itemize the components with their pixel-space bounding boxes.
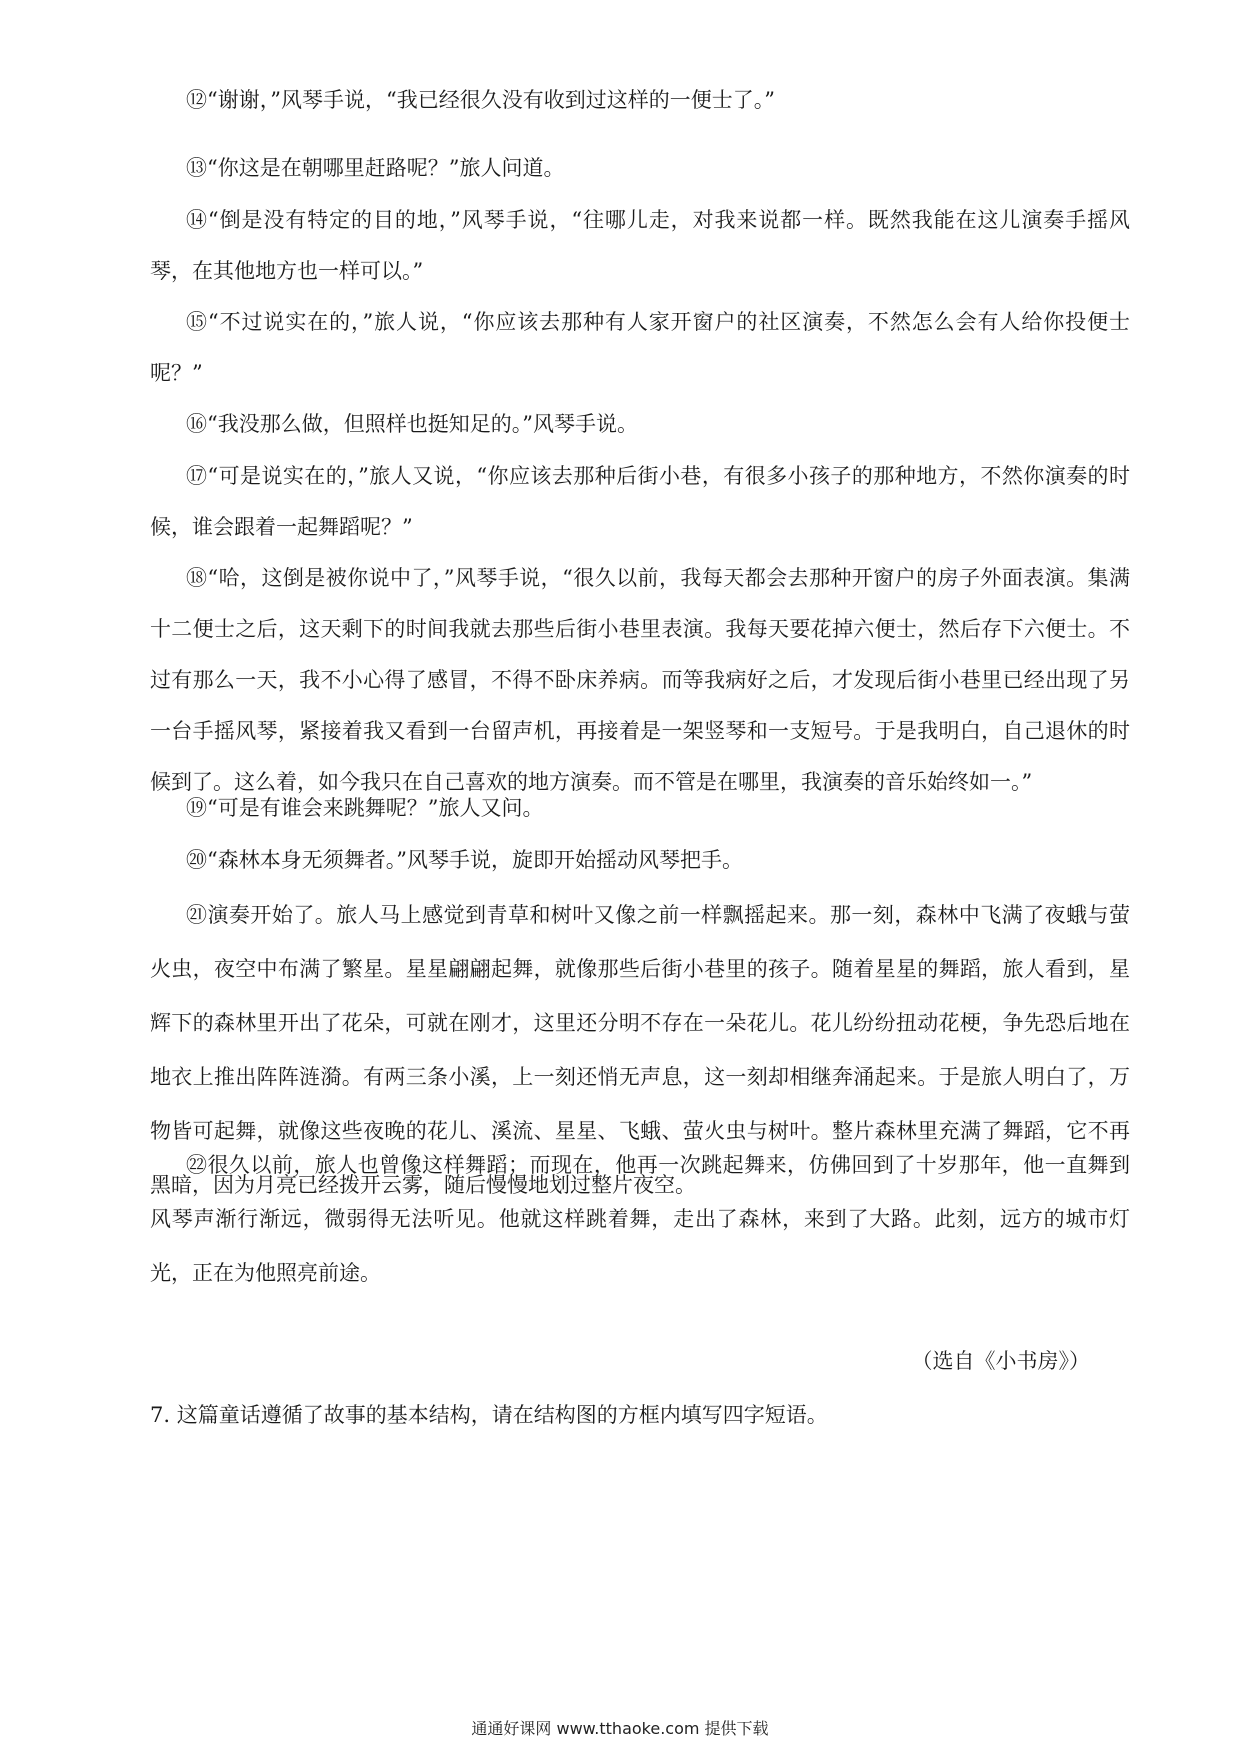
paragraph-text: ⑫“谢谢，”风琴手说，“我已经很久没有收到过这样的一便士了。” — [186, 88, 775, 112]
paragraph-16 — [150, 399, 1130, 450]
paragraph-text: ㉒很久以前，旅人也曾像这样舞蹈；而现在，他再一次跳起舞来，仿佛回到了十岁那年，他一直舞到风琴声渐行渐远，微弱得无法听见。他就这样跳着舞，走出了森林，来到了大路。此刻，远方的城市灯光，正在为他照亮前途。 — [150, 1153, 1130, 1285]
question-7: 7. 这篇童话遵循了故事的基本结构，请在结构图的方框内填写四字短语。 — [150, 1403, 828, 1427]
paragraph-text: ⑲“可是有谁会来跳舞呢？”旅人又问。 — [186, 796, 544, 820]
paragraph-text: ⑬“你这是在朝哪里赶路呢？”旅人问道。 — [186, 156, 565, 180]
paragraph-text: ⑰“可是说实在的，”旅人又说，“你应该去那种后街小巷，有很多小孩子的那种地方，不然你演奏的时候，谁会跟着一起舞蹈呢？” — [150, 464, 1130, 539]
paragraph-15 — [150, 297, 1130, 399]
paragraph-13 — [150, 143, 1130, 194]
paragraph-text: ⑮“不过说实在的，”旅人说，“你应该去那种有人家开窗户的社区演奏，不然怎么会有人给你投便士呢？” — [150, 310, 1130, 385]
source-citation: （选自《小书房》） — [911, 1349, 1090, 1373]
paragraph-text: ⑳“森林本身无须舞者。”风琴手说，旋即开始摇动风琴把手。 — [186, 848, 743, 872]
paragraph-text: ⑯“我没那么做，但照样也挺知足的。”风琴手说。 — [186, 412, 638, 436]
footer-watermark: 通通好课网 www.tthaoke.com 提供下载 — [471, 1719, 769, 1738]
paragraph-18 — [150, 553, 1130, 808]
paragraph-14 — [150, 195, 1130, 297]
paragraph-text: ⑱“哈，这倒是被你说中了，”风琴手说，“很久以前，我每天都会去那种开窗户的房子外面表演。集满十二便士之后，这天剩下的时间我就去那些后街小巷里表演。我每天要花掉六便士，然后存下六便士。不过有那么一天，我不小心得了感冒，不得不卧床养病。而等我病好之后，才发现后街小巷里已经出现了另一台手摇风琴，紧接着我又看到一台留声机，再接着是一架竖琴和一支短号。于是我明白，自己退休的时候到了。这么着，如今我只在自己喜欢的地方演奏。而不管是在哪里，我演奏的音乐始终如一。” — [150, 566, 1130, 794]
paragraph-text: ㉑演奏开始了。旅人马上感觉到青草和树叶又像之前一样飘摇起来。那一刻，森林中飞满了夜蛾与萤火虫，夜空中布满了繁星。星星翩翩起舞，就像那些后街小巷里的孩子。随着星星的舞蹈，旅人看到，星辉下的森林里开出了花朵，可就在刚才，这里还分明不存在一朵花儿。花儿纷纷扭动花梗，争先恐后地在地衣上推出阵阵涟漪。有两三条小溪，上一刻还悄无声息，这一刻却相继奔涌起来。于是旅人明白了，万物皆可起舞，就像这些夜晚的花儿、溪流、星星、飞蛾、萤火虫与树叶。整片森林里充满了舞蹈，它不再黑暗，因为月亮已经拨开云雾，随后慢慢地划过整片夜空。 — [150, 903, 1130, 1197]
paragraph-17 — [150, 451, 1130, 553]
paragraph-text: ⑭“倒是没有特定的目的地，”风琴手说，“往哪儿走，对我来说都一样。既然我能在这儿演奏手摇风琴，在其他地方也一样可以。” — [150, 208, 1130, 283]
paragraph-12 — [150, 75, 1130, 126]
paragraph-20 — [150, 835, 1130, 886]
paragraph-22 — [150, 1138, 1130, 1300]
paragraph-19 — [150, 783, 1130, 834]
